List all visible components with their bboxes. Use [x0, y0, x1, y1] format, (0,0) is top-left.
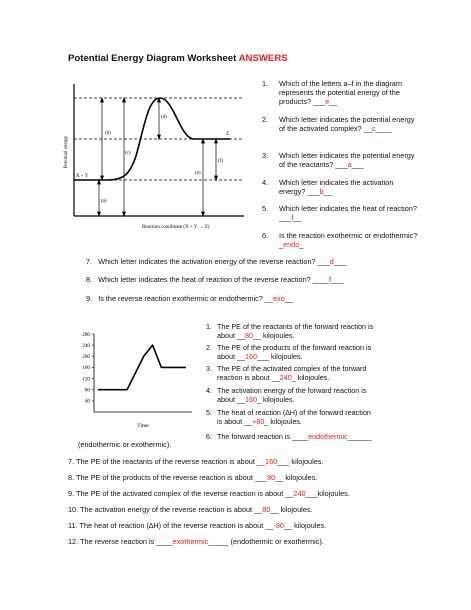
- y-tick-label: 160: [82, 365, 90, 372]
- label-a: (a): [101, 199, 107, 204]
- label-b: (b): [105, 131, 111, 136]
- label-f: (f): [218, 159, 223, 164]
- label-c: (c): [125, 151, 131, 156]
- question-8: 8. Which letter indicates the heat of reaction of the reverse reaction? ____f___: [86, 275, 344, 284]
- answer: 160: [244, 352, 257, 361]
- y-tick-label: 80: [84, 387, 90, 394]
- label-product: Z: [226, 132, 230, 137]
- answer: 240: [279, 373, 292, 382]
- answer: f: [328, 275, 332, 284]
- reverse-question-7: 7. The PE of the reactants of the reverse reaction is about __160___ kilojoules.: [68, 457, 324, 466]
- answer: 80: [244, 331, 253, 340]
- y-tick-label: 40: [84, 398, 90, 405]
- answer: e: [325, 97, 330, 106]
- y-tick-label: 120: [82, 376, 90, 383]
- reverse-question-12: 12. The reverse reaction is ____exothermic_____ (endothermic or exothermic).: [68, 537, 324, 546]
- reverse-question-10: 10. The activation energy of the reverse reaction is about __80__ kilojoules.: [68, 505, 313, 514]
- diagram-y-label: Potential energy: [64, 135, 69, 169]
- answer: 160: [244, 395, 257, 404]
- chart-x-label: Time: [137, 423, 149, 429]
- energy-series-line: [98, 345, 186, 390]
- title-main: Potential Energy Diagram Worksheet: [68, 53, 237, 64]
- answer: exo: [273, 294, 285, 303]
- answer: d: [329, 257, 334, 266]
- reverse-question-9: 9. The PE of the activated complex of the reverse reaction is about __240___kilojoules.: [68, 489, 350, 498]
- question-6-continuation: (endothermic or exothermic).: [78, 440, 172, 449]
- y-tick-label: 200: [82, 354, 90, 361]
- title-answers: ANSWERS: [238, 53, 288, 64]
- answer: c: [371, 124, 376, 133]
- reverse-question-8: 8. The PE of the products of the reverse reaction is about ___80__ kilojoules.: [68, 473, 318, 482]
- energy-time-chart: [68, 330, 198, 430]
- answer: endo: [283, 240, 300, 249]
- label-reactants: X + Y: [76, 174, 89, 179]
- answer: -80: [273, 521, 284, 530]
- label-d: (d): [161, 115, 167, 120]
- potential-energy-diagram: [62, 82, 252, 236]
- y-tick-label: 240: [82, 342, 90, 349]
- label-e: (e): [195, 171, 201, 176]
- answer: exothermic: [172, 537, 209, 546]
- answer: 80: [262, 505, 271, 514]
- question-7: 7. Which letter indicates the activation energy of the reverse reaction? ___d___: [86, 257, 347, 266]
- answer: endothermic: [308, 432, 348, 441]
- diagram-x-label: Reaction coordinate (X + Y → Z): [142, 225, 210, 230]
- y-tick-label: 280: [82, 331, 90, 338]
- answer: 80: [267, 473, 276, 482]
- answer: +80: [252, 417, 265, 426]
- answer: b: [319, 187, 324, 196]
- page-title: [68, 53, 288, 64]
- answer: a: [347, 160, 352, 169]
- answer: 160: [265, 457, 278, 466]
- answer: f: [291, 213, 294, 222]
- question-9: 9. Is the reverse reaction exothermic or endothermic? __exo__: [86, 294, 293, 303]
- reverse-question-11: 11. The heat of reaction (∆H) of the reverse reaction is about __-80__ kilojoules.: [68, 521, 327, 530]
- answer: 240: [293, 489, 306, 498]
